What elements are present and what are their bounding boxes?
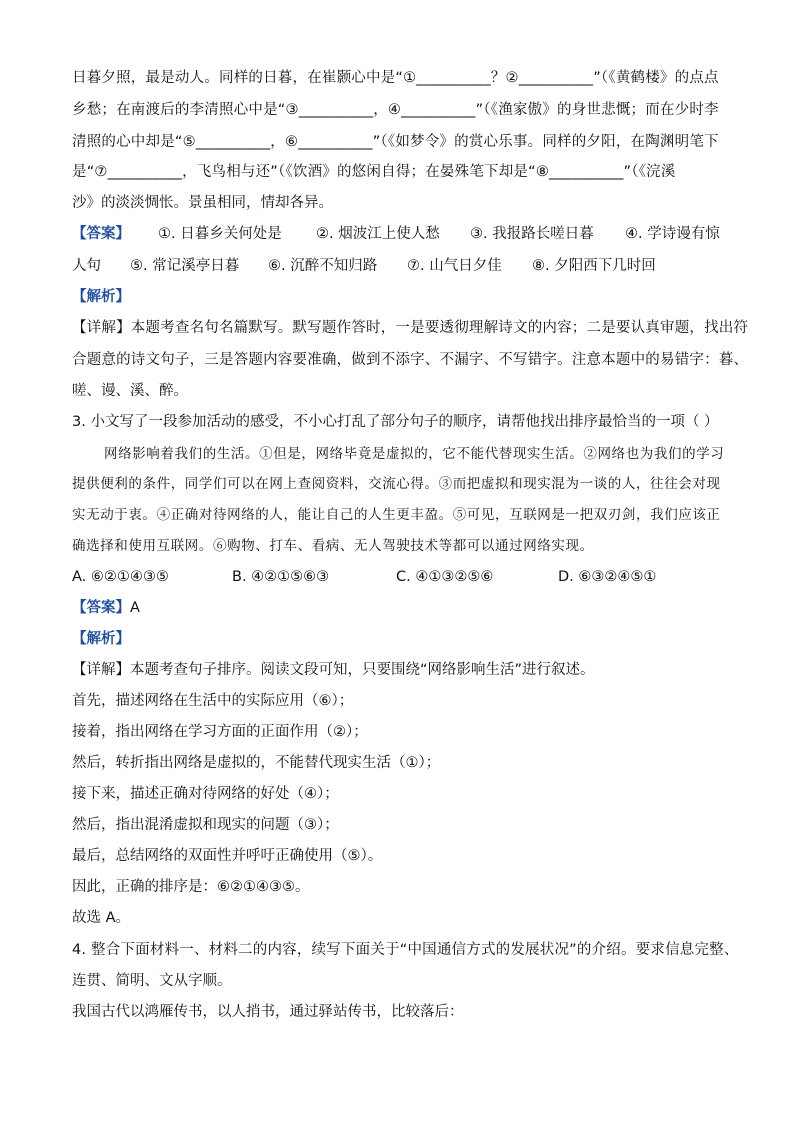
q3-explain-line-2: 首先，描述网络在生活中的实际应用（⑥）； (72, 693, 354, 709)
q3-explain-line-4: 然后，转折指出网络是虚拟的，不能替代现实生活（①）； (72, 755, 441, 771)
q3-explain-line-9: 故选 A。 (72, 910, 131, 926)
q3-answer-tag: 【答案】 (72, 600, 130, 616)
q3-passage-line-2: 提供便利的条件，同学们可以在网上查阅资料，交流心得。③而把虚拟和现实混为一谈的人，往往会对现 (72, 476, 721, 492)
q2-answer-4-wrap: 人句 (72, 258, 101, 274)
q2-analysis-tag: 【解析】 (72, 289, 130, 305)
q3-option-b: B. ④②①⑤⑥③ (232, 569, 330, 585)
q2-answer-4: ④. 学诗谩有惊 (625, 226, 720, 242)
q4-stem-line-1: 4. 整合下面材料一、材料二的内容，续写下面关于“中国通信方式的发展状况”的介绍。要求信息完整、 (72, 942, 739, 958)
q2-analysis-line-1: 【详解】本题考查名句名篇默写。默写题作答时，一是要透彻理解诗文的内容；二是要认真审题，找出符 (72, 320, 749, 336)
q3-explain-line-8: 因此，正确的排序是：⑥②①④③⑤。 (72, 879, 310, 895)
q2-answer-8: ⑧. 夕阳西下几时回 (532, 258, 656, 274)
q3-analysis-tag: 【解析】 (72, 631, 130, 647)
q3-option-d: D. ⑥③②④⑤① (558, 569, 657, 585)
q3-passage-line-4: 确选择和使用互联网。⑥购物、打车、看病、无人驾驶技术等都可以通过网络实现。 (72, 538, 594, 554)
poem-line-4: 是“⑦__________，飞鸟相与还”（《饮酒》的悠闲自得；在晏殊笔下却是“⑧__________”（《浣溪 (72, 164, 676, 180)
q3-option-c: C. ④①③②⑤⑥ (396, 569, 494, 585)
q2-answer-7: ⑦. 山气日夕佳 (407, 258, 502, 274)
q3-passage-line-1: 网络影响着我们的生活。①但是，网络毕竟是虚拟的，它不能代替现实生活。②网络也为我们的学习 (104, 446, 725, 462)
q3-explain-line-5: 接下来，描述正确对待网络的好处（④）； (72, 786, 339, 802)
q4-stem-line-3: 我国古代以鸿雁传书，以人捎书，通过驿站传书，比较落后： (72, 1004, 464, 1020)
q2-analysis-line-2: 合题意的诗文句子，三是答题内容要准确，做到不添字、不漏字、不写错字。注意本题中的易错字：暮、 (72, 352, 749, 368)
poem-line-1: 日暮夕照，最是动人。同样的日暮，在崔颢心中是“①__________？②__________”（《黄鹤楼》的点点 (72, 70, 719, 86)
q3-explain-line-6: 然后，指出混淆虚拟和现实的问题（③）； (72, 817, 339, 833)
q3-option-a: A. ⑥②①④③⑤ (72, 569, 169, 585)
q2-answer-6: ⑥. 沉醉不知归路 (268, 258, 378, 274)
q3-passage-line-3: 实无动于衷。④正确对待网络的人，能让自己的人生更丰盈。⑤可见，互联网是一把双刃剑，我们应该正 (72, 507, 721, 523)
q3-explain-line-1: 【详解】本题考查句子排序。阅读文段可知，只要围绕“网络影响生活”进行叙述。 (72, 662, 595, 678)
q3-explain-line-3: 接着，指出网络在学习方面的正面作用（②）； (72, 724, 368, 740)
q2-answer-5: ⑤. 常记溪亭日暮 (130, 258, 240, 274)
q2-answer-2: ②. 烟波江上使人愁 (316, 226, 440, 242)
q2-answer-tag: 【答案】 (72, 226, 130, 242)
poem-line-5: 沙》的淡淡惆怅。景虽相同，情却各异。 (72, 195, 333, 211)
q3-stem: 3. 小文写了一段参加活动的感受，不小心打乱了部分句子的顺序，请帮他找出排序最恰当的一项（ ） (72, 414, 719, 430)
q2-answer-1: ①. 日暮乡关何处是 (158, 226, 282, 242)
q2-analysis-line-3: 嗟、谩、溪、醉。 (72, 383, 188, 399)
poem-line-2: 乡愁；在南渡后的李清照心中是“③__________，④__________”（《渔家傲》的身世悲慨；而在少时李 (72, 102, 719, 118)
q3-answer-value: A (130, 600, 140, 616)
q4-stem-line-2: 连贯、简明、文从字顺。 (72, 973, 232, 989)
q2-answer-3: ③. 我报路长嗟日暮 (470, 226, 594, 242)
poem-line-3: 清照的心中却是“⑤__________，⑥__________”（《如梦令》的赏心乐事。同样的夕阳，在陶渊明笔下 (72, 134, 719, 150)
q3-explain-line-7: 最后，总结网络的双面性并呼吁正确使用（⑤）。 (72, 848, 383, 864)
